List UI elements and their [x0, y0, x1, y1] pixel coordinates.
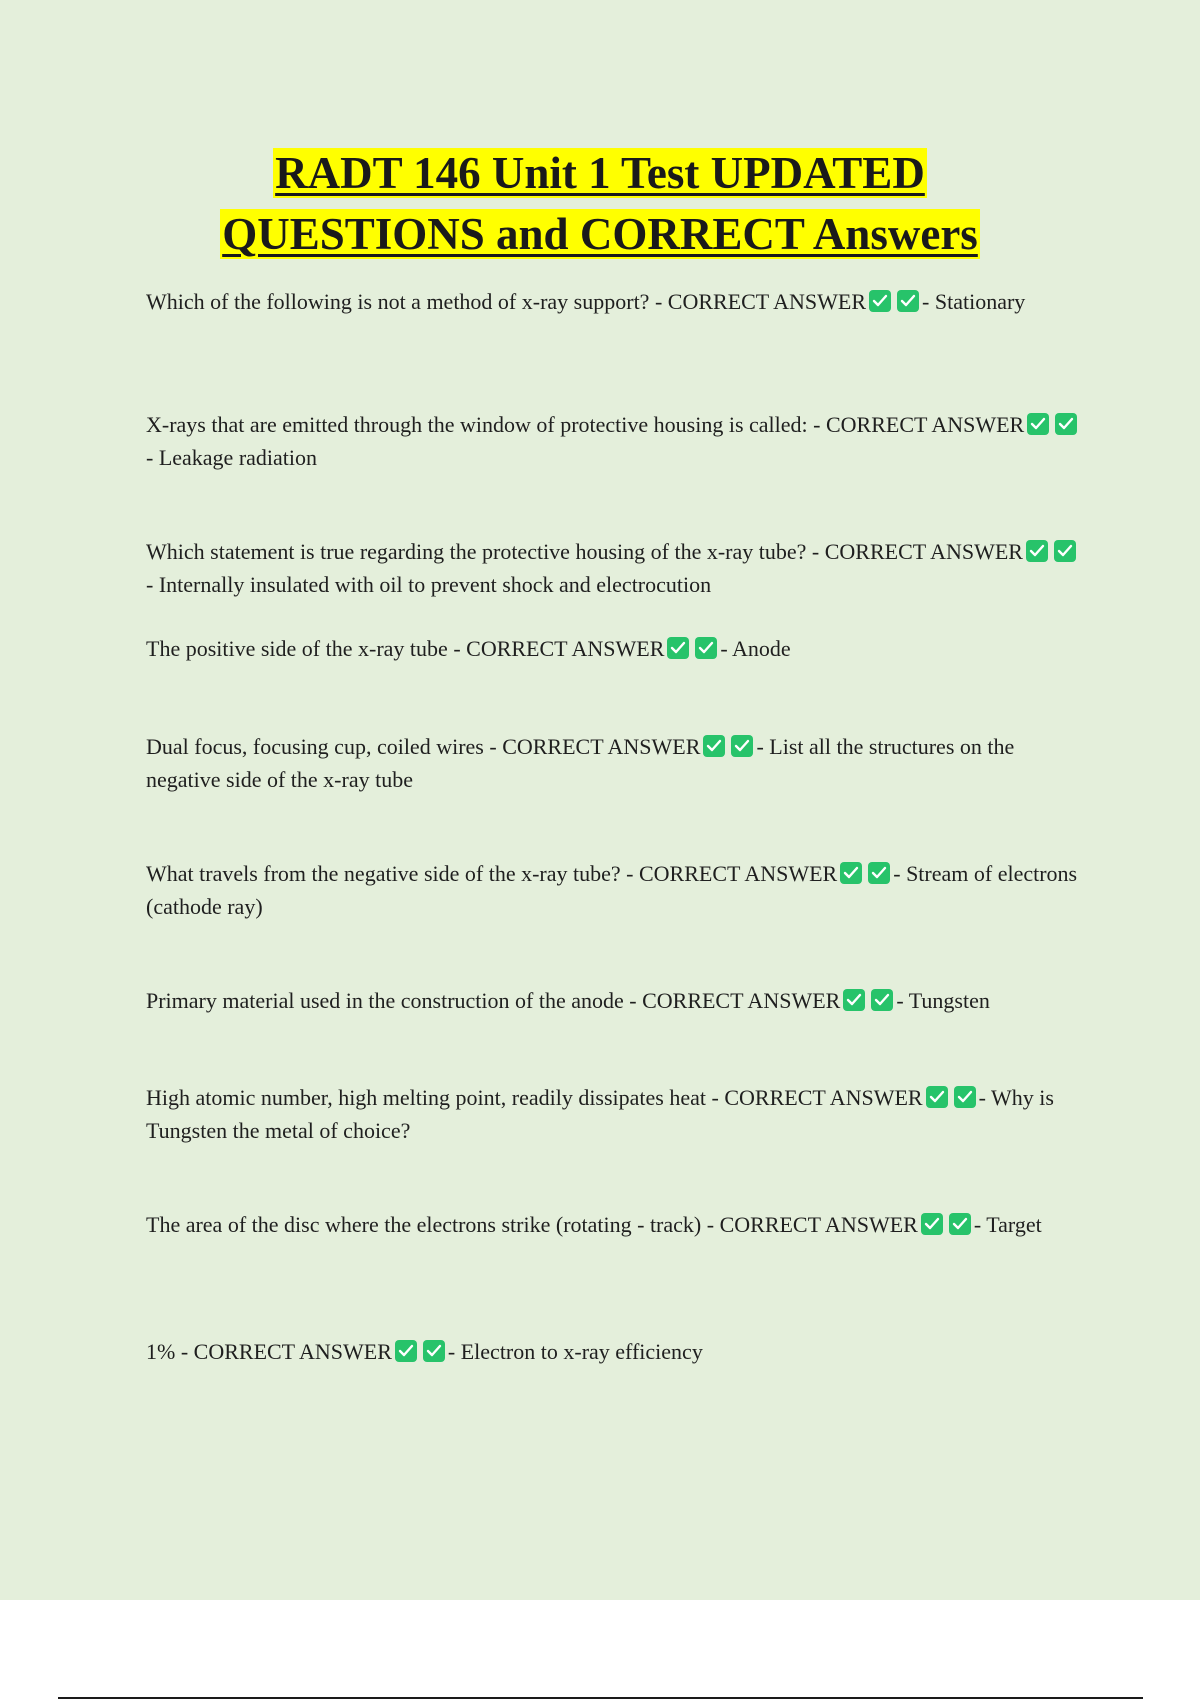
correct-answer-label: CORRECT ANSWER: [724, 1085, 923, 1110]
check-mark-icon: [667, 637, 689, 659]
correct-answer-label: CORRECT ANSWER: [193, 1339, 392, 1364]
check-mark-icon: [869, 290, 891, 312]
footer-divider: [58, 1697, 1143, 1699]
check-mark-icon: [926, 1086, 948, 1108]
title-line-2: QUESTIONS and CORRECT Answers: [222, 209, 978, 259]
answer-text: Internally insulated with oil to prevent shock and electrocution: [158, 572, 712, 597]
title-line-1: RADT 146 Unit 1 Test UPDATED: [275, 148, 925, 198]
correct-answer-label: CORRECT ANSWER: [667, 289, 867, 314]
question-text: The positive side of the x-ray tube: [146, 636, 448, 661]
qa-item: 1% - CORRECT ANSWER - Electron to x-ray efficiency: [146, 1339, 703, 1364]
check-mark-icon: [395, 1340, 417, 1362]
answer-text: List all the structures on the negative side of the x-ray tube: [146, 734, 1015, 792]
check-mark-icon: [695, 637, 717, 659]
question-text: What travels from the negative side of the x-ray tube?: [146, 861, 621, 886]
check-mark-icon: [949, 1213, 971, 1235]
check-mark-icon: [921, 1213, 943, 1235]
check-mark-icon: [954, 1086, 976, 1108]
answer-text: Leakage radiation: [158, 445, 318, 470]
check-mark-icon: [703, 735, 725, 757]
question-text: Primary material used in the construction of the anode: [146, 988, 624, 1013]
check-mark-icon: [897, 290, 919, 312]
qa-item: Which of the following is not a method of x-ray support? - CORRECT ANSWER - Stationary: [146, 289, 1026, 314]
check-mark-icon: [840, 862, 862, 884]
qa-item: High atomic number, high melting point, readily dissipates heat - CORRECT ANSWER - Why is Tungsten the metal of choice?: [146, 1085, 1054, 1143]
question-text: X-rays that are emitted through the window of protective housing is called:: [146, 412, 808, 437]
correct-answer-label: CORRECT ANSWER: [824, 539, 1023, 564]
question-text: High atomic number, high melting point, readily dissipates heat: [146, 1085, 707, 1110]
answer-text: Target: [986, 1212, 1042, 1237]
qa-item: Dual focus, focusing cup, coiled wires - CORRECT ANSWER - List all the structures on the negative side of the x-ray tube: [146, 734, 1015, 792]
check-mark-icon: [868, 862, 890, 884]
correct-answer-label: CORRECT ANSWER: [642, 988, 841, 1013]
correct-answer-label: CORRECT ANSWER: [825, 412, 1025, 437]
question-text: Dual focus, focusing cup, coiled wires: [146, 734, 484, 759]
qa-item: Which statement is true regarding the protective housing of the x-ray tube? - CORRECT ANSWER - Internally insulated with oil to prevent shock and electrocution: [146, 535, 1086, 601]
answer-text: Tungsten: [908, 988, 990, 1013]
check-mark-icon: [1027, 413, 1049, 435]
question-text: Which statement is true regarding the protective housing of the x-ray tube?: [146, 539, 807, 564]
answer-text: Electron to x-ray efficiency: [460, 1339, 703, 1364]
answer-text: Why is Tungsten the metal of choice?: [146, 1085, 1054, 1143]
check-mark-icon: [843, 989, 865, 1011]
correct-answer-label: CORRECT ANSWER: [466, 636, 665, 661]
answer-text: Stationary: [934, 289, 1026, 314]
answer-text: Anode: [732, 636, 791, 661]
qa-item: The area of the disc where the electrons strike (rotating - track) - CORRECT ANSWER - Target: [146, 1212, 1042, 1237]
qa-item: X-rays that are emitted through the window of protective housing is called: - CORRECT ANSWER - Leakage radiation: [146, 408, 1086, 474]
question-text: Which of the following is not a method of x-ray support?: [146, 289, 650, 314]
document-title: [0, 143, 1200, 265]
correct-answer-label: CORRECT ANSWER: [638, 861, 838, 886]
correct-answer-label: CORRECT ANSWER: [502, 734, 701, 759]
qa-item: Primary material used in the construction of the anode - CORRECT ANSWER - Tungsten: [146, 988, 990, 1013]
correct-answer-label: CORRECT ANSWER: [719, 1212, 918, 1237]
check-mark-icon: [731, 735, 753, 757]
qa-item: What travels from the negative side of the x-ray tube? - CORRECT ANSWER - Stream of electrons (cathode ray): [146, 861, 1078, 919]
check-mark-icon: [871, 989, 893, 1011]
check-mark-icon: [1054, 540, 1076, 562]
question-text: 1%: [146, 1339, 176, 1364]
check-mark-icon: [1026, 540, 1048, 562]
answer-text: Stream of electrons (cathode ray): [146, 861, 1078, 919]
question-text: The area of the disc where the electrons strike (rotating - track): [146, 1212, 702, 1237]
qa-item: The positive side of the x-ray tube - CORRECT ANSWER - Anode: [146, 636, 791, 661]
check-mark-icon: [423, 1340, 445, 1362]
check-mark-icon: [1055, 413, 1077, 435]
